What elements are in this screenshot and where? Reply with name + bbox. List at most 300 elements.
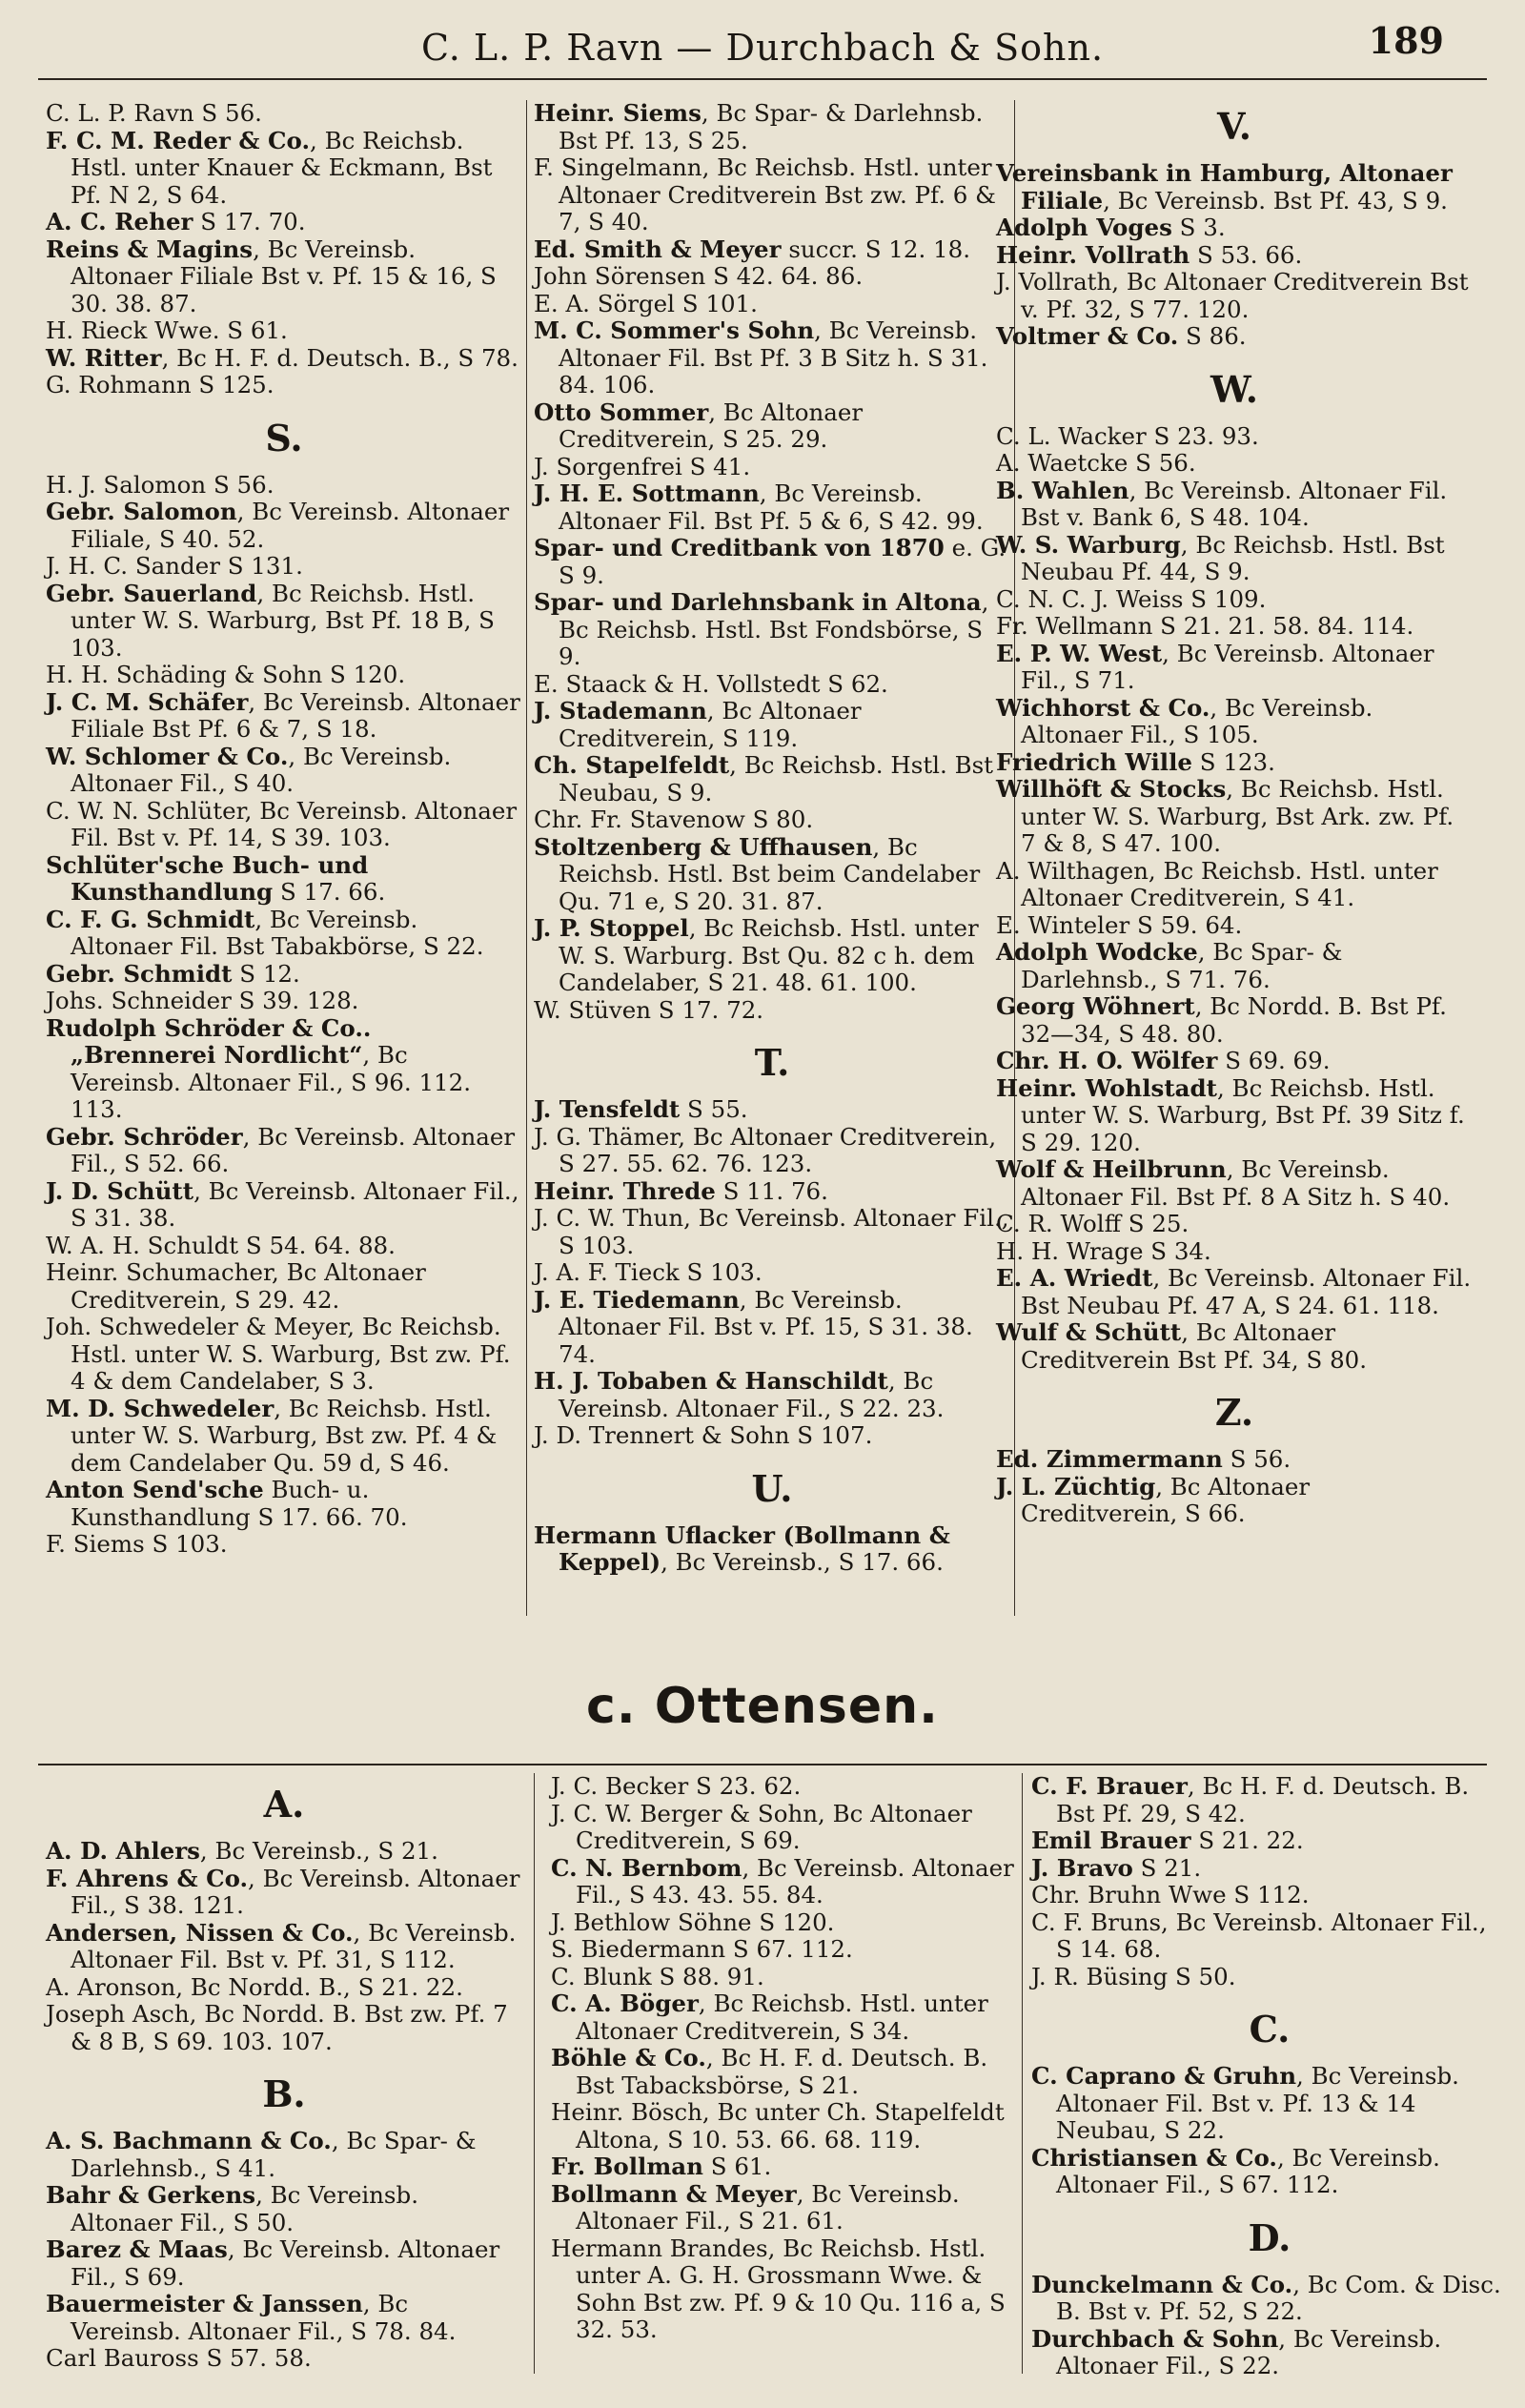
entry-details: C. F. Bruns, Bc Vereinsb. Altonaer Fil., S 14. 68. [1031, 1908, 1487, 1963]
entry-details: , Bc Spar- & Darlehnsb. Bst Pf. 13, S 25. [559, 99, 984, 154]
lower-column-3 [1031, 1773, 1508, 2380]
directory-entry [46, 1477, 522, 1531]
directory-entry [46, 2128, 522, 2182]
directory-entry [534, 154, 1010, 236]
entry-firm-name: Gebr. Schröder [46, 1122, 243, 1151]
directory-entry [534, 454, 1010, 481]
entry-firm-name: Willhöft & Stocks [996, 775, 1227, 803]
directory-entry [551, 2153, 1027, 2181]
entry-firm-name: Heinr. Wohlstadt [996, 1073, 1217, 1102]
directory-entry [534, 535, 1010, 589]
directory-entry [1031, 1827, 1508, 1855]
directory-entry [46, 1124, 522, 1178]
entry-firm-name: W. Schlomer & Co. [46, 742, 289, 770]
entry-details: , Bc Vereinsb. Altonaer Filiale, S 40. 52. [71, 498, 510, 553]
entry-details: C. Blunk S 88. 91. [551, 1962, 764, 1990]
entry-details: S 21. [1132, 1853, 1202, 1882]
upper-column-3 [996, 88, 1473, 1528]
directory-entry [534, 752, 1010, 806]
entry-firm-name: E. A. Wriedt [996, 1264, 1153, 1292]
entry-details: G. Rohmann S 125. [46, 371, 274, 398]
directory-entry [46, 472, 522, 500]
entry-firm-name: Schlüter'sche Buch- und Kunsthandlung [46, 850, 369, 906]
upper-column-2 [534, 100, 1010, 1577]
entry-firm-name: Voltmer & Co. [996, 322, 1179, 350]
directory-entry [996, 160, 1473, 214]
entry-firm-name: F. C. M. Reder & Co. [46, 126, 310, 154]
section-letter-heading: C. [1249, 2008, 1291, 2051]
entry-firm-name: Georg Wöhnert [996, 992, 1195, 1020]
directory-entry [1031, 1882, 1508, 1909]
directory-entry [551, 1909, 1027, 1937]
directory-entry [534, 1124, 1010, 1178]
entry-details: , Bc Vereinsb. Altonaer Fil., S 71. [1021, 639, 1434, 694]
directory-entry [534, 263, 1010, 291]
entry-details: H. H. Schäding & Sohn S 120. [46, 661, 406, 688]
entry-details: , Bc Vereinsb. Altonaer Fil., S 43. 43. 55. 84. [576, 1853, 1014, 1908]
entry-firm-name: C. N. Bernbom [551, 1853, 742, 1882]
entry-firm-name: Spar- und Creditbank von 1870 [534, 534, 945, 561]
entry-details: , Bc H. F. d. Deutsch. B. Bst Tabacksbörse, S 21. [576, 2044, 988, 2099]
entry-details: S 69. 69. [1217, 1047, 1331, 1074]
section-letter-heading: T. [754, 1041, 790, 1084]
directory-entry [996, 993, 1473, 1048]
entry-details: , Bc Vereinsb. Altonaer Filiale Bst v. Pf. 15 & 16, S 30. 38. 87. [71, 235, 497, 317]
directory-entry [996, 214, 1473, 242]
directory-entry [46, 1866, 522, 1920]
entry-details: , Bc Vereinsb. Altonaer Fil., S 69. [71, 2235, 500, 2291]
entry-details: S 17. 66. [273, 878, 386, 906]
entry-firm-name: Wolf & Heilbrunn [996, 1155, 1227, 1183]
page-number: 189 [1368, 19, 1444, 62]
entry-firm-name: J. L. Züchtig [996, 1472, 1156, 1500]
entry-details: , Bc Com. & Disc. B. Bst v. Pf. 52, S 22. [1056, 2270, 1501, 2325]
entry-details: , Bc Vereinsb. Altonaer Fil. Bst Neubau Pf. 47 A, S 24. 61. 118. [1021, 1264, 1472, 1319]
entry-firm-name: Otto Sommer [534, 398, 709, 426]
directory-entry [46, 744, 522, 798]
entry-firm-name: Durchbach & Sohn [1031, 2324, 1279, 2353]
directory-entry [551, 1964, 1027, 1991]
entry-details: S 17. 70. [193, 208, 306, 235]
directory-entry [551, 2181, 1027, 2235]
entry-details: , Bc Vereinsb. Altonaer Fil., S 21. 61. [576, 2179, 960, 2235]
entry-details: , Bc Altonaer Creditverein, S 119. [559, 697, 862, 752]
entry-details: Johs. Schneider S 39. 128. [46, 987, 359, 1014]
entry-details: , Bc Vereinsb. Altonaer Fil., S 50. [71, 2181, 418, 2236]
entry-details: A. Wilthagen, Bc Reichsb. Hstl. unter Altonaer Creditverein, S 41. [996, 856, 1438, 911]
directory-entry [996, 586, 1473, 614]
entry-details: F. Siems S 103. [46, 1530, 228, 1558]
entry-details: J. Vollrath, Bc Altonaer Creditverein Bst v. Pf. 32, S 77. 120. [996, 268, 1469, 323]
column-divider [534, 1773, 535, 2374]
entry-details: J. Bethlow Söhne S 120. [551, 1908, 835, 1936]
entry-firm-name: Dunckelmann & Co. [1031, 2270, 1293, 2298]
entry-details: C. L. P. Ravn S 56. [46, 99, 262, 127]
entry-details: , Bc Spar- & Darlehnsb., S 41. [71, 2127, 477, 2182]
header-rule [38, 78, 1487, 80]
entry-details: E. A. Sörgel S 101. [534, 289, 758, 317]
entry-details: J. D. Trennert & Sohn S 107. [534, 1421, 873, 1449]
directory-entry [46, 317, 522, 345]
directory-entry [534, 589, 1010, 671]
entry-details: , Bc Vereinsb. Altonaer Fil. Bst Pf. 3 B Sitz h. S 31. 84. 106. [559, 316, 988, 398]
entry-details: , Bc Reichsb. Hstl. Bst Fondsbörse, S 9. [559, 588, 989, 670]
entry-details: F. Singelmann, Bc Reichsb. Hstl. unter Altonaer Creditverein Bst zw. Pf. 6 & 7, S 40. [534, 153, 996, 235]
directory-entry [46, 1531, 522, 1559]
entry-details: , Bc Vereinsb., S 21. [199, 1837, 438, 1865]
directory-entry [46, 852, 522, 907]
entry-details: , Bc Reichsb. Hstl. unter W. S. Warburg, Bst zw. Pf. 4 & dem Candelaber Qu. 59 d, S 46. [71, 1394, 498, 1477]
directory-entry [46, 372, 522, 399]
entry-details: , Bc Reichsb. Hstl. Bst Neubau, S 9. [559, 751, 993, 806]
page-header-title: C. L. P. Ravn — Durchbach & Sohn. [420, 27, 1105, 69]
entry-details: , Bc Vereinsb. Altonaer Fil. Bst Tabakbörse, S 22. [71, 905, 484, 960]
entry-details: H. Rieck Wwe. S 61. [46, 316, 288, 344]
entry-firm-name: Christiansen & Co. [1031, 2143, 1277, 2172]
entry-details: J. A. F. Tieck S 103. [534, 1258, 762, 1286]
section-title-ottensen: c. Ottensen. [586, 1678, 939, 1735]
entry-details: Chr. Fr. Stavenow S 80. [534, 806, 814, 833]
directory-entry [46, 988, 522, 1015]
directory-entry [46, 345, 522, 373]
entry-details: , Bc Vereinsb. Altonaer Fil., S 67. 112. [1056, 2143, 1440, 2198]
directory-entry [996, 641, 1473, 695]
directory-entry [46, 1015, 522, 1124]
entry-firm-name: Hermann Uflacker (Bollmann & Keppel) [534, 1520, 950, 1576]
entry-details: Carl Bauross S 57. 58. [46, 2344, 312, 2372]
entry-firm-name: J. Stademann [534, 697, 707, 724]
directory-entry [1031, 1909, 1508, 1964]
entry-details: e. G. S 9. [559, 534, 1006, 589]
entry-details: J. R. Büsing S 50. [1031, 1962, 1236, 1990]
section-letter-heading: W. [1210, 367, 1258, 411]
entry-details: , Bc Reichsb. Hstl. Bst Neubau Pf. 44, S 9. [1021, 530, 1445, 585]
directory-entry [46, 798, 522, 852]
directory-entry [46, 2236, 522, 2291]
directory-entry [1031, 1964, 1508, 1991]
section-letter-heading: V. [1216, 105, 1252, 148]
entry-details: Heinr. Bösch, Bc unter Ch. Stapelfeldt Altona, S 10. 53. 66. 68. 119. [551, 2098, 1005, 2153]
directory-entry [46, 209, 522, 236]
directory-entry [534, 1522, 1010, 1577]
entry-details: , Bc Reichsb. Hstl. Bst beim Candelaber Qu. 71 e, S 20. 31. 87. [559, 832, 981, 915]
entry-details: A. Waetcke S 56. [996, 449, 1196, 477]
entry-firm-name: C. Caprano & Gruhn [1031, 2062, 1297, 2090]
entry-details: H. H. Wrage S 34. [996, 1236, 1211, 1265]
section-letter-heading: S. [265, 416, 303, 459]
entry-firm-name: J. P. Stoppel [534, 914, 689, 942]
directory-entry [551, 1936, 1027, 1964]
section-letter-heading: D. [1248, 2215, 1291, 2259]
entry-details: W. Stüven S 17. 72. [534, 995, 764, 1024]
directory-entry [996, 1156, 1473, 1211]
entry-firm-name: J. Tensfeldt [534, 1095, 681, 1123]
entry-details: S 12. [232, 959, 300, 988]
directory-entry [551, 2045, 1027, 2099]
entry-details: J. Sorgenfrei S 41. [534, 452, 751, 480]
directory-entry [46, 1974, 522, 2002]
entry-firm-name: Wichhorst & Co. [996, 693, 1210, 722]
entry-details: , Bc Vereinsb. Altonaer Fil., S 31. 38. [71, 1176, 519, 1232]
directory-entry [534, 236, 1010, 264]
entry-details: J. C. W. Berger & Sohn, Bc Altonaer Creditverein, S 69. [551, 1799, 972, 1854]
entry-details: , Bc Nordd. B. Bst Pf. 32—34, S 48. 80. [1021, 992, 1447, 1048]
entry-firm-name: Ed. Zimmermann [996, 1445, 1223, 1473]
entry-details: , Bc Vereinsb. Altonaer Fil., S 38. 121. [71, 1864, 520, 1919]
directory-entry [534, 100, 1010, 154]
directory-entry [551, 2235, 1027, 2344]
entry-details: , Bc Vereinsb. Altonaer Fil. Bst v. Pf. 15, S 31. 38. 74. [559, 1285, 973, 1368]
entry-details: S. Biedermann S 67. 112. [551, 1935, 853, 1963]
directory-entry [46, 499, 522, 553]
entry-details: H. J. Salomon S 56. [46, 470, 274, 499]
entry-details: S 11. 76. [715, 1176, 828, 1205]
entry-details: , Bc H. F. d. Deutsch. B., S 78. [161, 343, 518, 372]
directory-entry [1031, 1855, 1508, 1883]
entry-firm-name: Adolph Wodcke [996, 938, 1198, 966]
entry-details: C. R. Wolff S 25. [996, 1210, 1190, 1237]
entry-firm-name: H. J. Tobaben & Hanschildt [534, 1367, 888, 1395]
entry-firm-name: Heinr. Vollrath [996, 240, 1190, 269]
directory-entry [996, 242, 1473, 270]
entry-details: , Bc Vereinsb. Bst Pf. 43, S 9. [1103, 186, 1448, 214]
directory-entry [46, 553, 522, 581]
entry-firm-name: Heinr. Threde [534, 1176, 716, 1205]
column-divider [1022, 1773, 1023, 2374]
lower-column-2 [551, 1773, 1027, 2344]
entry-details: , Bc Vereinsb. Altonaer Filiale Bst Pf. 6 & 7, S 18. [71, 687, 520, 743]
directory-entry [46, 128, 522, 210]
directory-entry [46, 100, 522, 128]
entry-firm-name: Fr. Bollman [551, 2153, 703, 2180]
directory-entry [46, 1838, 522, 1866]
directory-entry [551, 1801, 1027, 1855]
entry-details: , Bc Reichsb. Hstl. unter Knauer & Eckmann, Bst Pf. N 2, S 64. [71, 126, 493, 209]
directory-entry [996, 613, 1473, 641]
directory-entry [996, 1211, 1473, 1238]
entry-details: , Bc Reichsb. Hstl. unter W. S. Warburg, Bst Ark. zw. Pf. 7 & 8, S 47. 100. [1021, 775, 1454, 857]
directory-entry [1031, 2063, 1508, 2145]
entry-details: Joh. Schwedeler & Meyer, Bc Reichsb. Hstl. unter W. S. Warburg, Bst zw. Pf. 4 & dem Candelaber, S 3. [46, 1313, 511, 1395]
entry-firm-name: J. E. Tiedemann [534, 1285, 740, 1314]
entry-details: , Bc Spar- & Darlehnsb., S 71. 76. [1021, 938, 1343, 993]
entry-firm-name: M. D. Schwedeler [46, 1394, 274, 1422]
entry-details: , Bc Altonaer Creditverein, S 25. 29. [559, 398, 864, 453]
entry-firm-name: Gebr. Salomon [46, 498, 237, 525]
entry-details: , Bc Reichsb. Hstl. unter W. S. Warburg, Bst Pf. 39 Sitz f. S 29. 120. [1021, 1073, 1465, 1156]
directory-entry [534, 997, 1010, 1025]
entry-details: C. W. N. Schlüter, Bc Vereinsb. Altonaer Fil. Bst v. Pf. 14, S 39. 103. [46, 796, 518, 851]
directory-entry [534, 291, 1010, 318]
directory-entry [534, 1422, 1010, 1450]
directory-entry [996, 423, 1473, 451]
directory-entry [534, 317, 1010, 399]
entry-details: , Bc Vereinsb. Altonaer Fil., S 40. [71, 742, 452, 797]
directory-entry [996, 478, 1473, 532]
entry-details: , Bc Vereinsb. Altonaer Fil. Bst Pf. 8 A Sitz h. S 40. [1021, 1155, 1451, 1211]
directory-entry [996, 323, 1473, 351]
entry-details: C. L. Wacker S 23. 93. [996, 421, 1259, 450]
directory-entry [46, 662, 522, 689]
entry-firm-name: F. Ahrens & Co. [46, 1864, 249, 1892]
entry-details: , Bc Altonaer Creditverein, S 66. [1021, 1472, 1311, 1527]
directory-entry [996, 450, 1473, 478]
entry-details: , Bc Vereinsb. Altonaer Fil., S 22. 23. [559, 1367, 945, 1422]
entry-firm-name: J. Bravo [1031, 1853, 1133, 1882]
entry-firm-name: Bollmann & Meyer [551, 2179, 797, 2208]
entry-details: , Bc Vereinsb. Altonaer Fil. Bst Pf. 5 & 6, S 42. 99. [559, 480, 984, 535]
entry-firm-name: M. C. Sommer's Sohn [534, 316, 815, 344]
column-divider [526, 100, 527, 1616]
entry-details: J. C. W. Thun, Bc Vereinsb. Altonaer Fil., S 103. [534, 1204, 1009, 1259]
entry-firm-name: Ed. Smith & Meyer [534, 235, 782, 263]
entry-details: A. Aronson, Bc Nordd. B., S 21. 22. [46, 1972, 463, 2001]
entry-firm-name: C. F. G. Schmidt [46, 905, 255, 933]
directory-entry [996, 269, 1473, 323]
entry-firm-name: Andersen, Nissen & Co. [46, 1918, 354, 1947]
directory-entry [534, 671, 1010, 699]
entry-details: J. G. Thämer, Bc Altonaer Creditverein, S 27. 55. 62. 76. 123. [534, 1122, 997, 1177]
entry-details: S 56. [1222, 1445, 1291, 1473]
entry-details: , Bc Vereinsb. Altonaer Fil., S 96. 112. 113. [71, 1041, 472, 1123]
entry-firm-name: Ch. Stapelfeldt [534, 751, 730, 779]
directory-entry [996, 1238, 1473, 1266]
directory-entry [996, 695, 1473, 749]
directory-entry [534, 399, 1010, 454]
entry-details: , Bc Reichsb. Hstl. unter W. S. Warburg. Bst Qu. 82 c h. dem Candelaber, S 21. 48. 61. 100. [559, 914, 979, 996]
entry-firm-name: A. C. Reher [46, 208, 193, 235]
directory-entry [46, 1178, 522, 1233]
entry-firm-name: Vereinsbank in Hamburg, Altonaer Filiale [996, 159, 1453, 214]
directory-entry [46, 907, 522, 961]
directory-entry [534, 1205, 1010, 1259]
entry-details: S 55. [680, 1095, 748, 1123]
entry-firm-name: Emil Brauer [1031, 1826, 1191, 1854]
directory-entry [46, 2291, 522, 2345]
entry-firm-name: Bahr & Gerkens [46, 2181, 256, 2209]
entry-details: , Bc Vereinsb. Altonaer Fil. Bst v. Pf. 31, S 112. [71, 1918, 517, 1973]
entry-firm-name: Anton Send'sche [46, 1476, 264, 1503]
entry-details: E. Winteler S 59. 64. [996, 910, 1243, 939]
entry-firm-name: B. Wahlen [996, 476, 1129, 504]
directory-entry [46, 1233, 522, 1260]
directory-entry [551, 2099, 1027, 2153]
directory-entry [46, 961, 522, 989]
directory-entry [996, 532, 1473, 586]
entry-firm-name: A. S. Bachmann & Co. [46, 2127, 332, 2154]
entry-details: S 53. 66. [1190, 240, 1303, 269]
entry-firm-name: Gebr. Schmidt [46, 959, 233, 988]
entry-details: S 123. [1191, 747, 1275, 776]
section-letter-heading: Z. [1214, 1391, 1254, 1434]
entry-details: , Bc Altonaer Creditverein Bst Pf. 34, S 80. [1021, 1318, 1368, 1374]
lower-column-1 [46, 1765, 522, 2373]
entry-details: Heinr. Schumacher, Bc Altonaer Creditverein, S 29. 42. [46, 1258, 426, 1314]
directory-entry [996, 776, 1473, 858]
directory-entry [534, 834, 1010, 916]
entry-firm-name: Böhle & Co. [551, 2044, 706, 2071]
entry-firm-name: W. S. Warburg [996, 530, 1181, 559]
directory-entry [996, 749, 1473, 777]
directory-entry [996, 1474, 1473, 1528]
directory-entry [1031, 1773, 1508, 1827]
entry-details: J. H. C. Sander S 131. [46, 552, 303, 580]
directory-entry [534, 1259, 1010, 1287]
entry-details: Buch- u. Kunsthandlung S 17. 66. 70. [71, 1476, 408, 1531]
directory-entry [46, 1396, 522, 1478]
entry-firm-name: Gebr. Sauerland [46, 579, 257, 607]
entry-details: J. C. Becker S 23. 62. [551, 1772, 802, 1800]
entry-firm-name: Spar- und Darlehnsbank in Altona [534, 588, 982, 616]
directory-entry [996, 1446, 1473, 1474]
entry-details: , Bc Vereinsb. Altonaer Fil., S 78. 84. [71, 2290, 457, 2345]
entry-details: , Bc Reichsb. Hstl. unter W. S. Warburg, Bst Pf. 18 B, S 103. [71, 579, 495, 662]
entry-firm-name: C. F. Brauer [1031, 1772, 1188, 1800]
entry-firm-name: E. P. W. West [996, 639, 1163, 667]
entry-details: Hermann Brandes, Bc Reichsb. Hstl. unter A. G. H. Grossmann Wwe. & Sohn Bst zw. Pf. 9 & 10 Qu. 116 a, S 32. 53. [551, 2234, 1006, 2343]
entry-firm-name: Reins & Magins [46, 235, 254, 263]
directory-entry [551, 1773, 1027, 1801]
entry-firm-name: J. C. M. Schäfer [46, 687, 249, 716]
directory-entry [551, 1990, 1027, 2045]
directory-entry [996, 1265, 1473, 1319]
entry-firm-name: Heinr. Siems [534, 99, 702, 127]
directory-entry [1031, 2145, 1508, 2199]
directory-entry [46, 581, 522, 663]
section-letter-heading: B. [262, 2072, 306, 2115]
entry-firm-name: Rudolph Schröder & Co.. „Brennerei Nordlicht“ [46, 1013, 372, 1069]
entry-details: S 21. 22. [1190, 1826, 1304, 1854]
directory-entry [534, 1178, 1010, 1206]
directory-entry [996, 1075, 1473, 1157]
directory-entry [46, 1259, 522, 1314]
directory-entry [534, 1368, 1010, 1422]
entry-details: John Sörensen S 42. 64. 86. [534, 262, 864, 290]
directory-entry [996, 858, 1473, 912]
upper-column-1 [46, 100, 522, 1559]
directory-entry [46, 1920, 522, 1974]
entry-firm-name: Barez & Maas [46, 2235, 228, 2263]
entry-details: S 86. [1178, 322, 1247, 350]
entry-details: , Bc Vereinsb. Altonaer Fil. Bst v. Pf. 13 & 14 Neubau, S 22. [1056, 2062, 1459, 2144]
entry-firm-name: Wulf & Schütt [996, 1318, 1182, 1346]
entry-details: Fr. Wellmann S 21. 21. 58. 84. 114. [996, 612, 1414, 640]
entry-details: , Bc Vereinsb. Altonaer Fil., S 105. [1021, 693, 1373, 748]
directory-entry [534, 1287, 1010, 1369]
entry-firm-name: J. D. Schütt [46, 1176, 194, 1205]
directory-entry [46, 2345, 522, 2373]
directory-entry [534, 915, 1010, 997]
directory-entry [46, 1314, 522, 1396]
entry-details: , Bc Vereinsb. Altonaer Fil., S 22. [1056, 2324, 1442, 2379]
entry-firm-name: Chr. H. O. Wölfer [996, 1047, 1218, 1074]
directory-entry [534, 480, 1010, 535]
entry-details: S 3. [1171, 214, 1226, 241]
directory-entry [534, 1096, 1010, 1124]
entry-details: Joseph Asch, Bc Nordd. B. Bst zw. Pf. 7 & 8 B, S 69. 103. 107. [46, 2000, 508, 2055]
entry-details: , Bc Reichsb. Hstl. unter Altonaer Creditverein, S 34. [576, 1990, 988, 2045]
entry-firm-name: Stoltzenberg & Uffhausen [534, 832, 873, 861]
entry-firm-name: A. D. Ahlers [46, 1837, 200, 1865]
entry-details: , Bc Vereinsb. Altonaer Fil. Bst v. Bank 6, S 48. 104. [1021, 476, 1448, 531]
directory-entry [534, 698, 1010, 752]
directory-entry [996, 912, 1473, 940]
directory-entry [996, 939, 1473, 993]
entry-firm-name: Bauermeister & Janssen [46, 2290, 363, 2317]
directory-entry [46, 2182, 522, 2236]
directory-entry [46, 689, 522, 744]
entry-details: succr. S 12. 18. [781, 235, 971, 263]
